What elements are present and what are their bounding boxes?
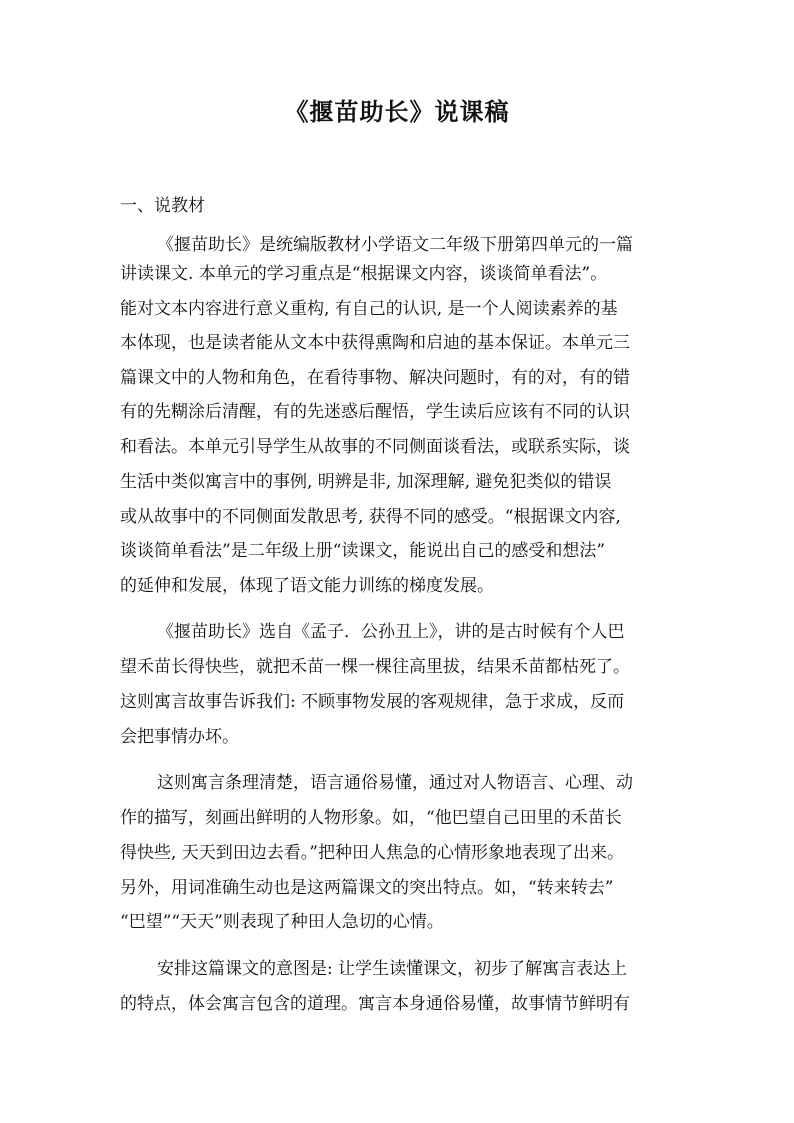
paragraph-line: 《揠苗助长》是统编版教材小学语文二年级下册第四单元的一篇: [157, 235, 633, 255]
paragraph-line: 或从故事中的不同侧面发散思考, 获得不同的感受。“根据课文内容,: [120, 507, 621, 527]
paragraph-line: 的特点，体会寓言包含的道理。寓言本身通俗易懂，故事情节鲜明有: [120, 994, 630, 1014]
paragraph-line: 另外，用词准确生动也是这两篇课文的突出特点。如，“转来转去”: [120, 878, 614, 898]
paragraph-line: 和看法。本单元引导学生从故事的不同侧面谈看法，或联系实际，谈: [120, 437, 630, 457]
paragraph-line: 本体现，也是读者能从文本中获得熏陶和启迪的基本保证。本单元三: [120, 333, 630, 353]
paragraph-line: 《揠苗助长》选自《孟子．公孙丑上》，讲的是古时候有个人巴: [157, 622, 625, 642]
paragraph-line: 这则寓言条理清楚，语言通俗易懂，通过对人物语言、心理、动: [157, 773, 633, 793]
document-title: 《揠苗助长》说课稿: [284, 97, 510, 126]
paragraph-line: 能对文本内容进行意义重构, 有自己的认识, 是一个人阅读素养的基: [120, 299, 618, 319]
section-heading: 一、说教材: [120, 196, 205, 216]
paragraph-line: 望禾苗长得快些，就把禾苗一棵一棵往高里拔，结果禾苗都枯死了。: [120, 657, 630, 677]
paragraph-line: 作的描写，刻画出鲜明的人物形象。如，“他巴望自己田里的禾苗长: [120, 808, 622, 828]
paragraph-line: 得快些, 天天到田边去看。”把种田人焦急的心情形象地表现了出来。: [120, 843, 624, 863]
paragraph-line: 篇课文中的人物和角色，在看待事物、解决问题时，有的对，有的错: [120, 368, 630, 388]
paragraph-line: 这则寓言故事告诉我们: 不顾事物发展的客观规律，急于求成，反而: [120, 692, 625, 712]
paragraph-line: “巴望”“天天”则表现了种田人急切的心情。: [120, 912, 444, 932]
paragraph-line: 会把事情办坏。: [120, 727, 239, 747]
paragraph-line: 讲读课文. 本单元的学习重点是“根据课文内容，谈谈简单看法”。: [120, 264, 608, 284]
paragraph-line: 的延伸和发展，体现了语文能力训练的梯度发展。: [120, 576, 494, 596]
paragraph-line: 安排这篇课文的意图是: 让学生读懂课文，初步了解寓言表达上: [157, 959, 628, 979]
paragraph-line: 生活中类似寓言中的事例, 明辨是非, 加深理解, 避免犯类似的错误: [120, 472, 612, 492]
paragraph-line: 谈谈简单看法”是二年级上册“读课文，能说出自己的感受和想法”: [120, 541, 606, 561]
paragraph-line: 有的先糊涂后清醒，有的先迷惑后醒悟，学生读后应该有不同的认识: [120, 402, 630, 422]
